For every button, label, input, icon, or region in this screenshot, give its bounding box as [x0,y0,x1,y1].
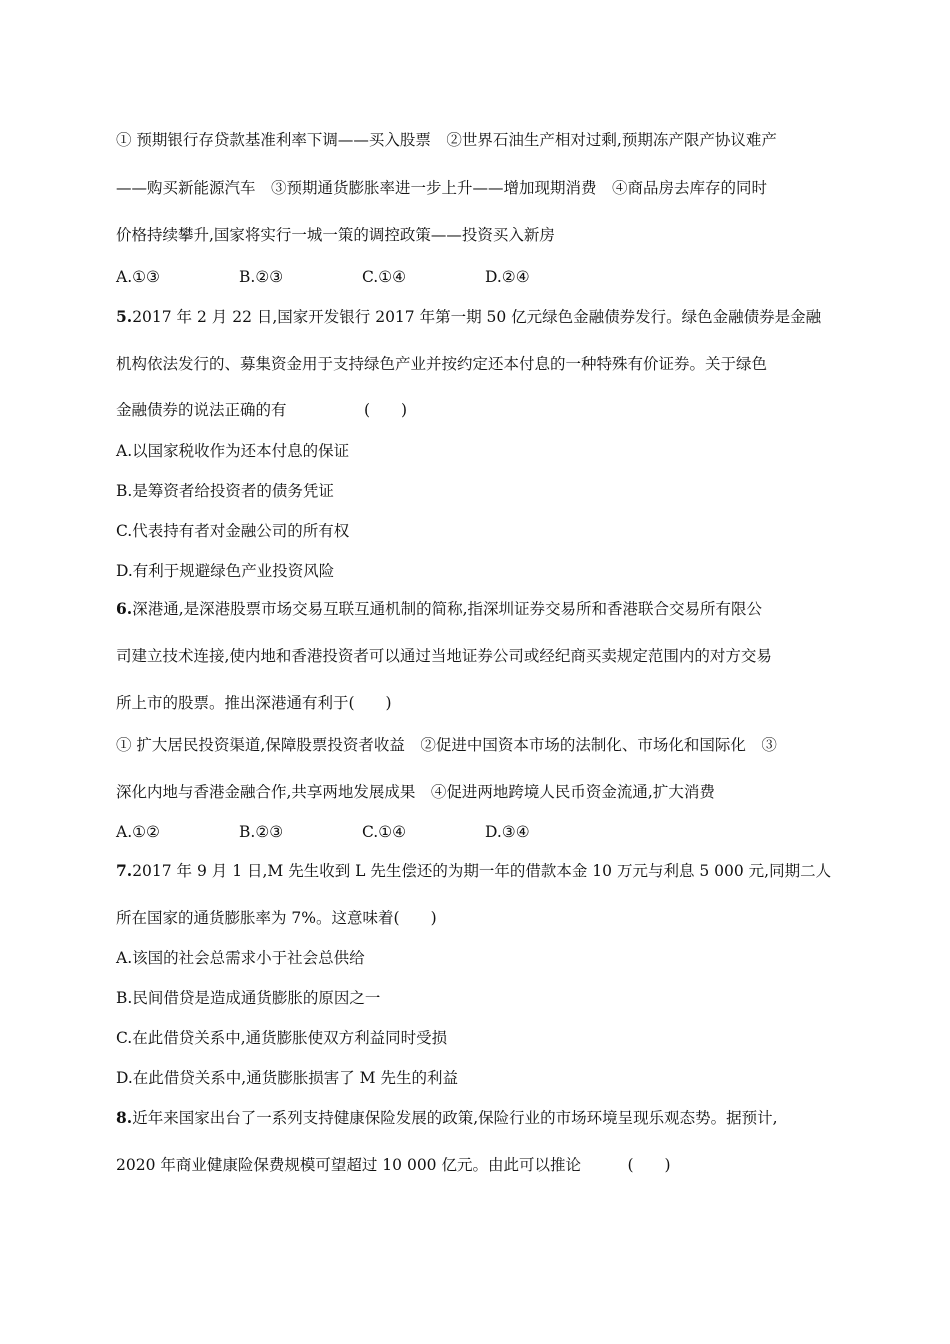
q4-item-line-1: ① 预期银行存贷款基准利率下调——买入股票 ②世界石油生产相对过剩,预期冻产限产协议难产 [116,131,777,149]
q6-number: 6. [116,599,133,618]
q6-stem-line-3: 所上市的股票。推出深港通有利于( ) [116,694,392,712]
q4-option-c: C.①④ [362,268,407,286]
q5-stem-line-3: 金融债券的说法正确的有 ( ) [116,401,408,419]
q6-stem-line-1 [116,598,762,620]
q5-option-c: C.代表持有者对金融公司的所有权 [116,522,350,540]
q8-stem-text-1: 近年来国家出台了一系列支持健康保险发展的政策,保险行业的市场环境呈现乐观态势。据预计, [132,1109,778,1127]
q6-stem-line-2: 司建立技术连接,使内地和香港投资者可以通过当地证券公司或经纪商买卖规定范围内的对方交易 [116,647,772,665]
q5-option-d: D.有利于规避绿色产业投资风险 [116,562,335,580]
q4-item-line-2: ——购买新能源汽车 ③预期通货膨胀率进一步上升——增加现期消费 ④商品房去库存的同时 [116,179,768,197]
q8-stem-line-2: 2020 年商业健康险保费规模可望超过 10 000 亿元。由此可以推论 ( ) [116,1156,671,1174]
q5-stem-line-2: 机构依法发行的、募集资金用于支持绿色产业并按约定还本付息的一种特殊有价证券。关于绿色 [116,355,768,373]
q6-options [116,821,608,843]
q7-stem-line-1 [116,860,831,882]
q4-option-d: D.②④ [485,268,530,286]
q7-number: 7. [116,861,133,880]
q4-option-a: A.①③ [116,268,160,286]
q6-option-c: C.①④ [362,823,407,841]
q5-number: 5. [116,307,133,326]
q5-option-a: A.以国家税收作为还本付息的保证 [116,442,350,460]
q4-option-b: B.②③ [239,268,284,286]
q7-stem-line-2: 所在国家的通货膨胀率为 7%。这意味着( ) [116,909,437,927]
q8-stem-line-1 [116,1107,778,1129]
q6-item-line-2: 深化内地与香港金融合作,共享两地发展成果 ④促进两地跨境人民币资金流通,扩大消费 [116,783,715,801]
q6-item-line-1: ① 扩大居民投资渠道,保障股票投资者收益 ②促进中国资本市场的法制化、市场化和国际化 ③ [116,736,777,754]
q6-option-a: A.①② [116,823,160,841]
q8-number: 8. [116,1108,133,1127]
q7-option-c: C.在此借贷关系中,通货膨胀使双方利益同时受损 [116,1029,448,1047]
q5-stem-text-1: 2017 年 2 月 22 日,国家开发银行 2017 年第一期 50 亿元绿色金融债券发行。绿色金融债券是金融 [132,308,822,326]
q7-option-a: A.该国的社会总需求小于社会总供给 [116,949,365,967]
q7-option-b: B.民间借贷是造成通货膨胀的原因之一 [116,989,381,1007]
q6-stem-text-1: 深港通,是深港股票市场交易互联互通机制的简称,指深圳证券交易所和香港联合交易所有限公 [132,600,763,618]
q5-option-b: B.是筹资者给投资者的债务凭证 [116,482,334,500]
q4-options [116,266,608,288]
q6-option-b: B.②③ [239,823,284,841]
q6-option-d: D.③④ [485,823,530,841]
q7-stem-text-1: 2017 年 9 月 1 日,M 先生收到 L 先生偿还的为期一年的借款本金 10 万元与利息 5 000 元,同期二人 [132,862,832,880]
q7-option-d: D.在此借贷关系中,通货膨胀损害了 M 先生的利益 [116,1069,458,1087]
q4-item-line-3: 价格持续攀升,国家将实行一城一策的调控政策——投资买入新房 [116,226,555,244]
q5-stem-line-1 [116,306,821,328]
